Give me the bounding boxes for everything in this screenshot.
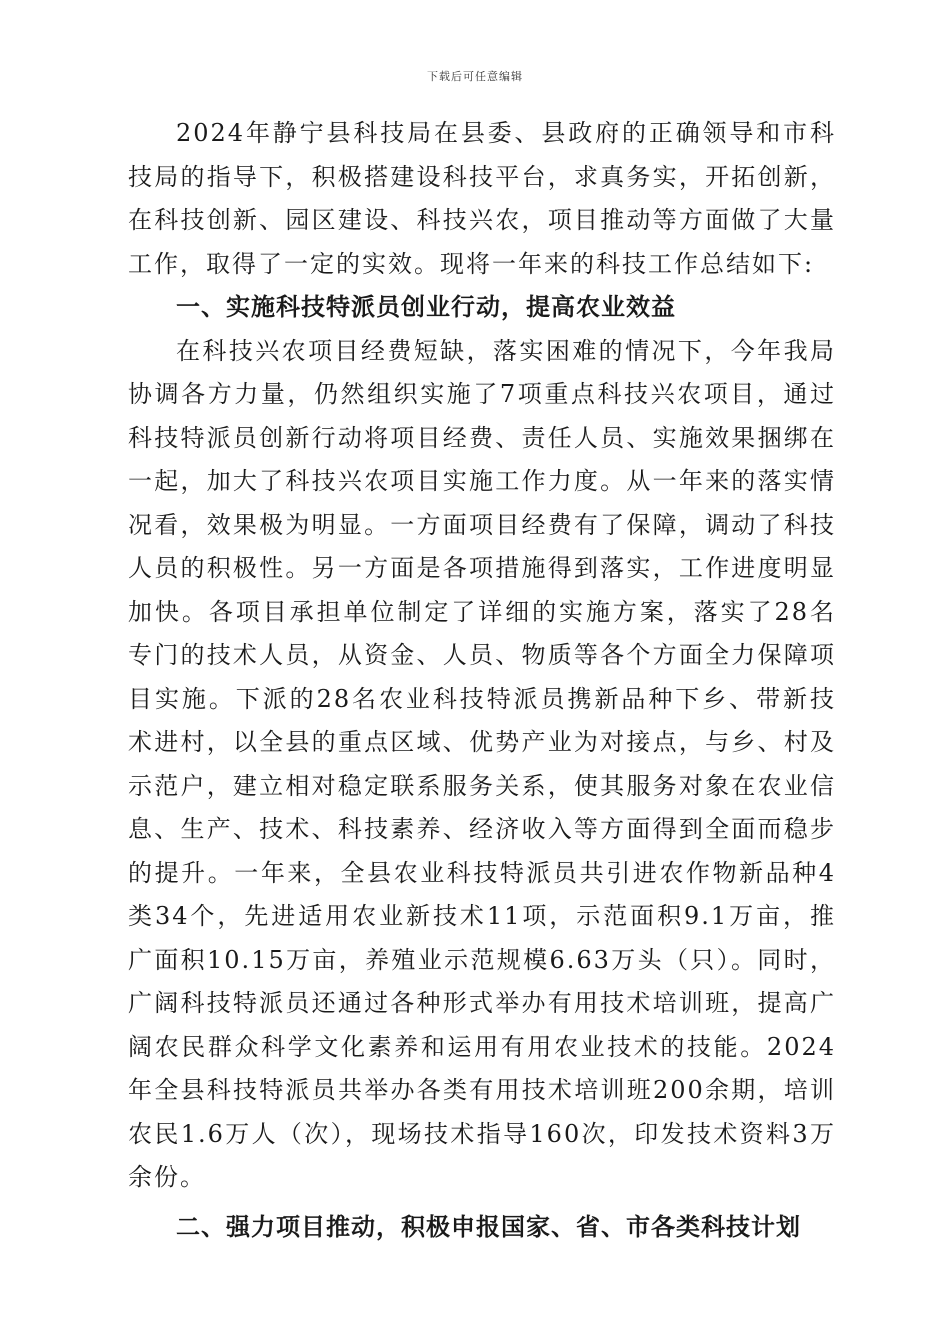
section-1-paragraph: 在科技兴农项目经费短缺，落实困难的情况下，今年我局协调各方力量，仍然组织实施了7项重点科技兴农项目，通过科技特派员创新行动将项目经费、责任人员、实施效果捆绑在一起，加大了科技兴农项目实施工作力度。从一年来的落实情况看，效果极为明显。一方面项目经费有了保障，调动了科技人员的积极性。另一方面是各项措施得到落实，工作进度明显加快。各项目承担单位制定了详细的实施方案，落实了28名专门的技术人员，从资金、人员、物质等各个方面全力保障项目实施。下派的28名农业科技特派员携新品种下乡、带新技术进村，以全县的重点区域、优势产业为对接点，与乡、村及示范户，建立相对稳定联系服务关系，使其服务对象在农业信息、生产、技术、科技素养、经济收入等方面得到全面而稳步的提升。一年来，全县农业科技特派员共引进农作物新品种4类34个，先进适用农业新技术11项，示范面积9.1万亩，推广面积10.15万亩，养殖业示范规模6.63万头（只）。同时，广阔科技特派员还通过各种形式举办有用技术培训班，提高广阔农民群众科学文化素养和运用有用农业技术的技能。2024年全县科技特派员共举办各类有用技术培训班200余期，培训农民1.6万人（次），现场技术指导160次，印发技术资料3万余份。	[128, 336, 836, 1191]
intro-paragraph: 2024年静宁县科技局在县委、县政府的正确领导和市科技局的指导下，积极搭建设科技平台，求真务实，开拓创新，在科技创新、园区建设、科技兴农，项目推动等方面做了大量工作，取得了一定的实效。现将一年来的科技工作总结如下:	[128, 119, 836, 278]
section-1-heading: 一、实施科技特派员创业行动，提高农业效益	[176, 293, 676, 321]
document-body	[128, 112, 836, 1249]
section-2-heading: 二、强力项目推动，积极申报国家、省、市各类科技计划	[176, 1212, 801, 1241]
header-note: 下载后可任意编辑	[427, 70, 523, 83]
